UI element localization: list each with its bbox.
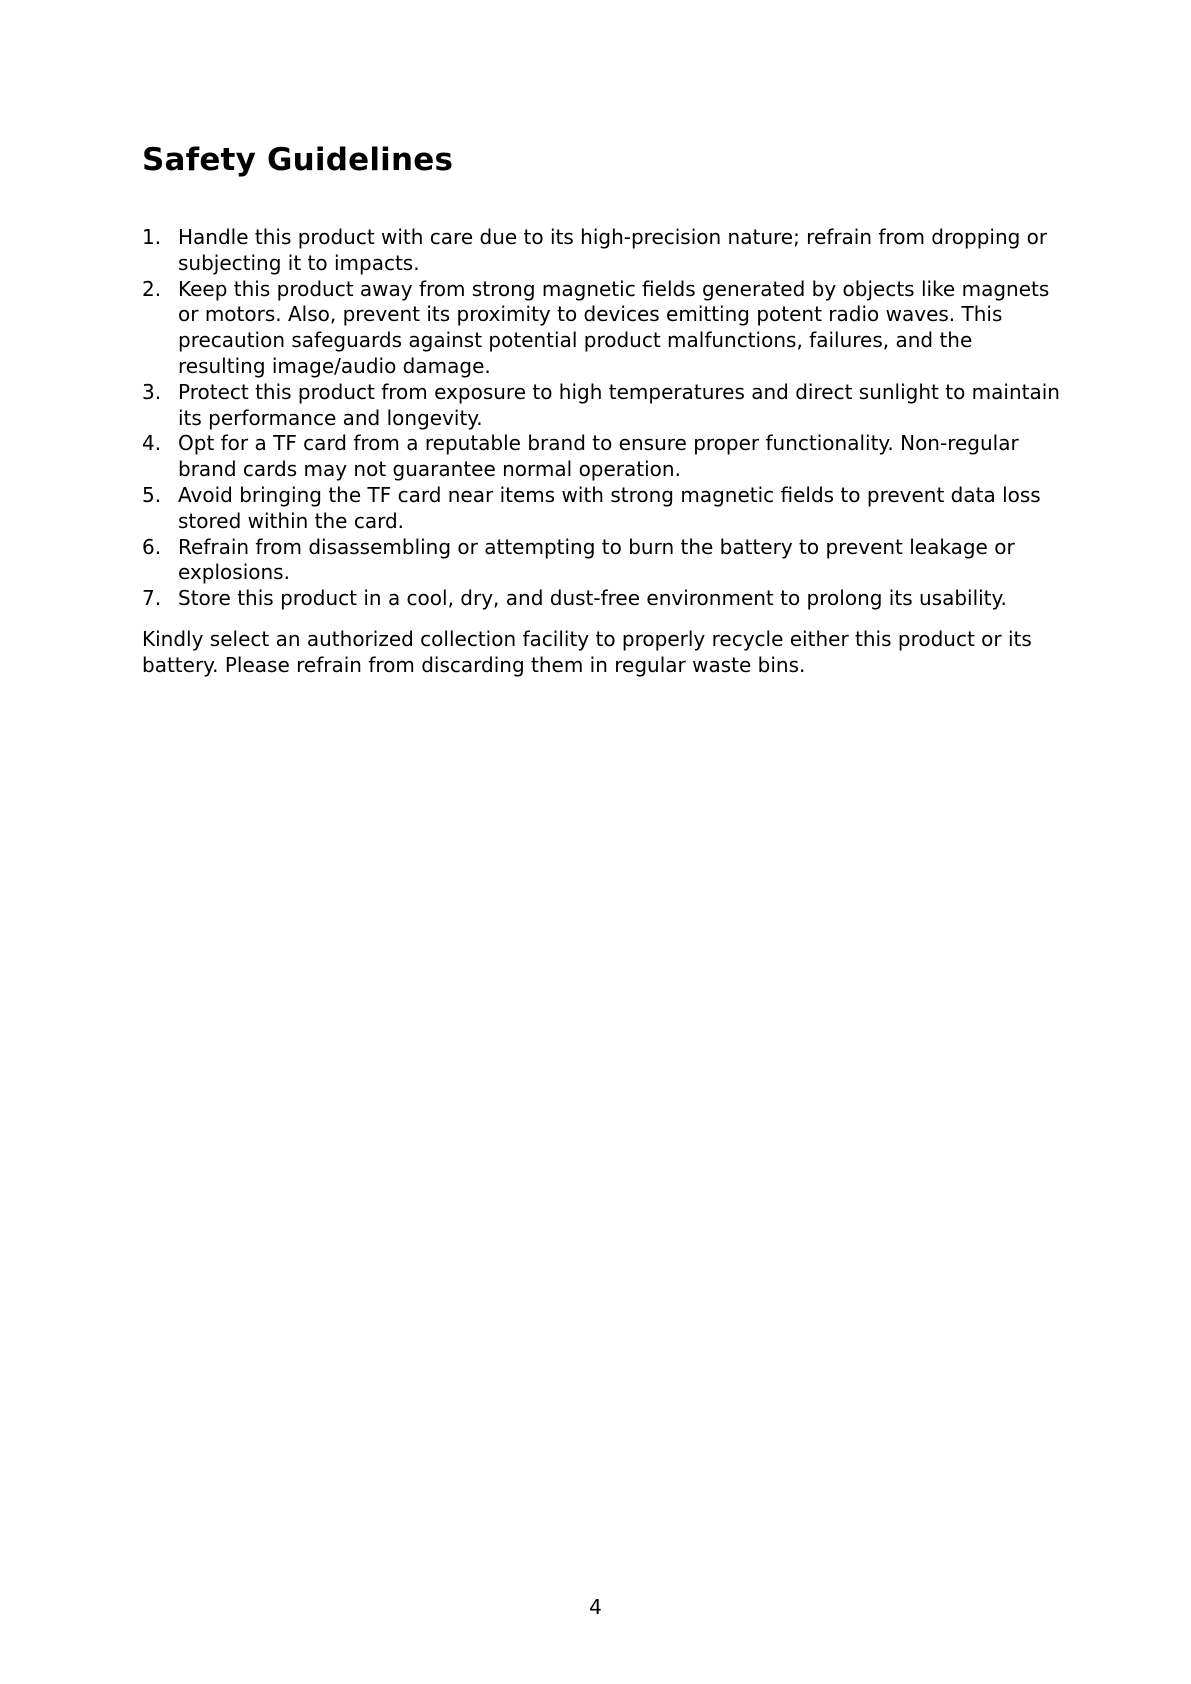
- list-item: [142, 431, 1062, 483]
- list-item: [142, 225, 1062, 277]
- list-item: [142, 535, 1062, 587]
- list-item-number: 4.: [142, 431, 162, 456]
- list-item-text: Protect this product from exposure to high temperatures and direct sunlight to maintain its performance and longevity.: [178, 379, 1060, 430]
- list-item-number: 3.: [142, 379, 162, 404]
- list-item: [142, 277, 1062, 380]
- safety-guidelines-list: [142, 225, 1062, 612]
- list-item-number: 6.: [142, 534, 162, 559]
- list-item-number: 2.: [142, 276, 162, 301]
- list-item-text: Store this product in a cool, dry, and dust-free environment to prolong its usability.: [178, 586, 1007, 611]
- list-item-text: Refrain from disassembling or attempting to burn the battery to prevent leakage or explosions.: [178, 534, 1015, 585]
- list-item: [142, 380, 1062, 432]
- list-item-number: 5.: [142, 482, 162, 507]
- recycling-note: Kindly select an authorized collection facility to properly recycle either this product or its battery. Please refrain from discarding them in regular waste bins.: [142, 627, 1032, 677]
- list-item-number: 7.: [142, 586, 162, 611]
- page-title: Safety Guidelines: [142, 142, 454, 178]
- list-item: [142, 483, 1062, 535]
- page-number: 4: [589, 1595, 602, 1619]
- list-item-text: Handle this product with care due to its high-precision nature; refrain from dropping or subjecting it to impacts.: [178, 225, 1048, 275]
- list-item-text: Avoid bringing the TF card near items with strong magnetic fields to prevent data loss stored within the card.: [178, 482, 1041, 533]
- list-item-number: 1.: [142, 225, 162, 249]
- list-item-text: Keep this product away from strong magnetic fields generated by objects like magnets or motors. Also, prevent its proximity to devices emitting potent radio waves. This precaution safeguards against potential product malfunctions, failures, and the resulting image/audio damage.: [178, 276, 1050, 378]
- list-item-text: Opt for a TF card from a reputable brand to ensure proper functionality. Non-regular brand cards may not guarantee normal operation.: [178, 431, 1019, 482]
- list-item: [142, 586, 1062, 612]
